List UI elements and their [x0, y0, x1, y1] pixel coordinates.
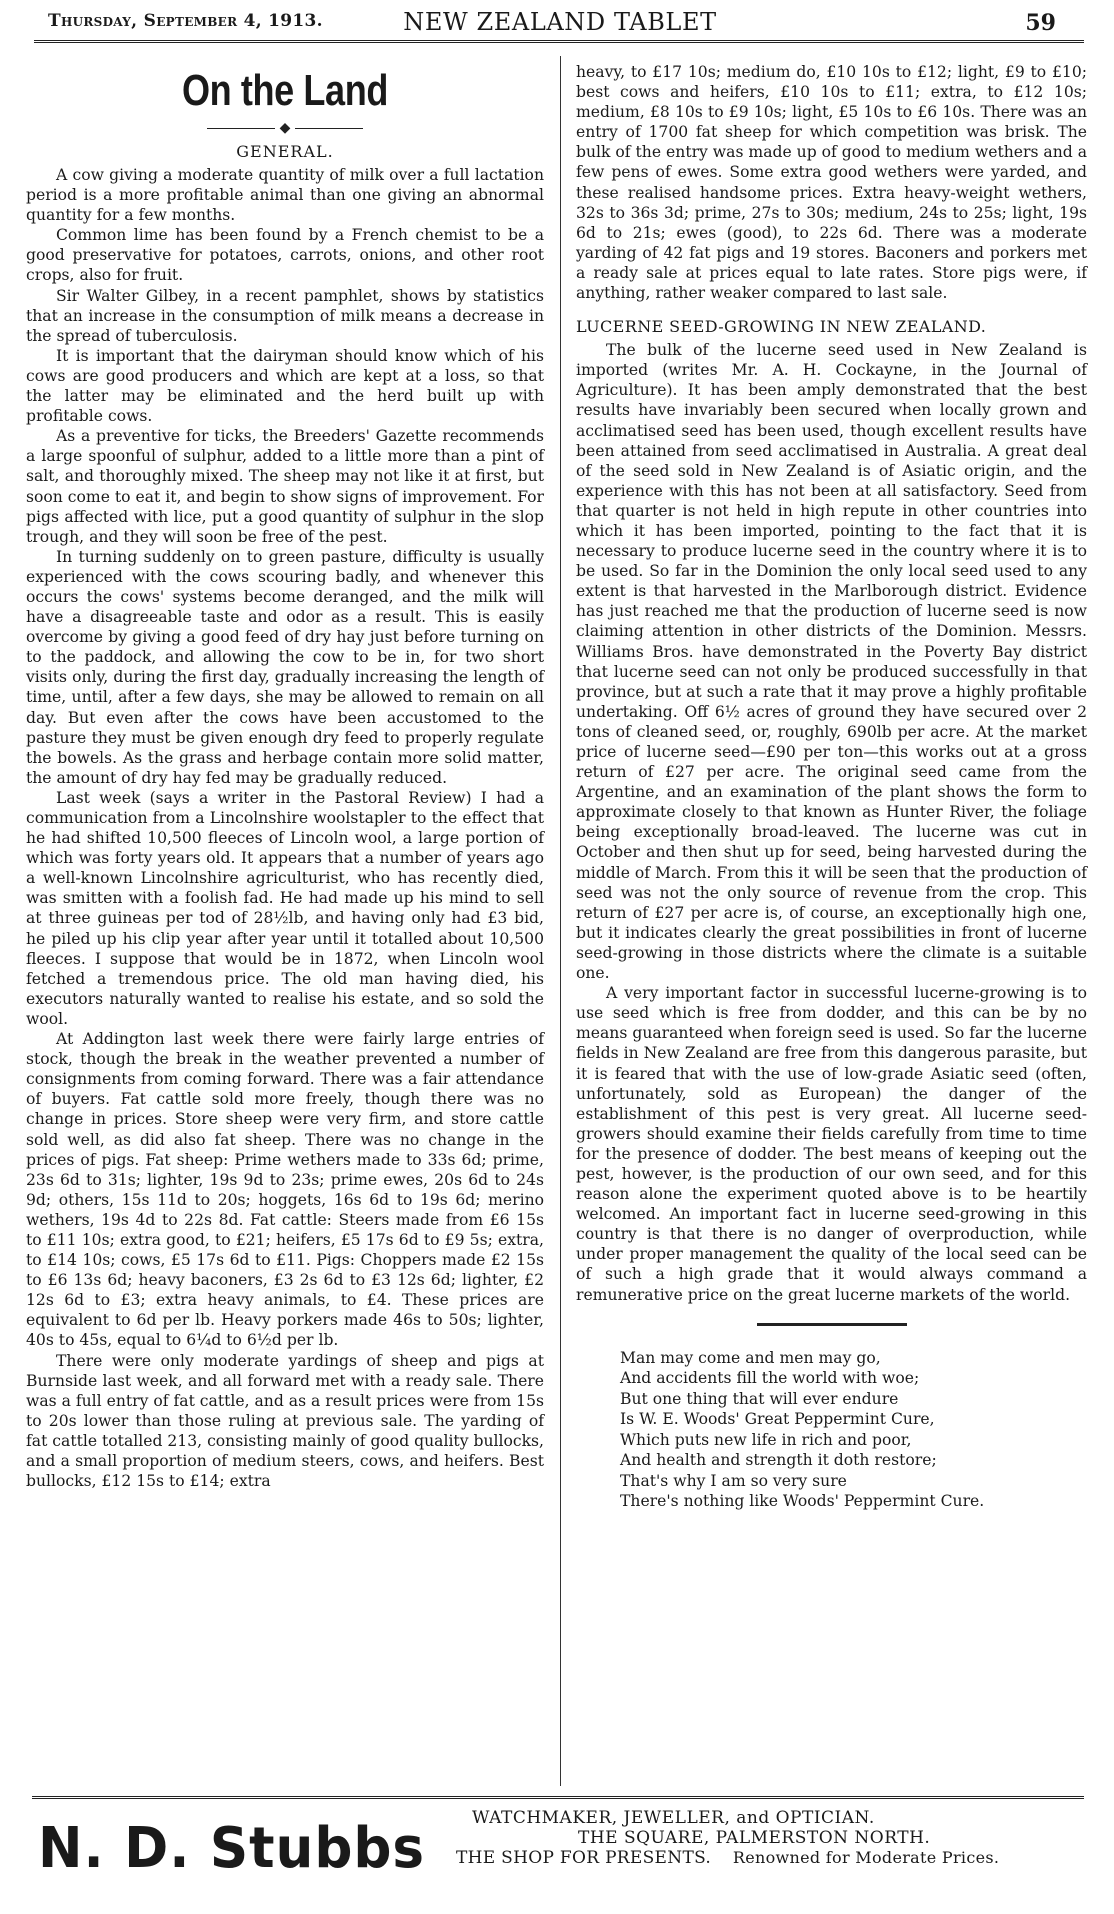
- page-number: 59: [1025, 10, 1056, 36]
- poem-line: But one thing that will ever endure: [620, 1389, 899, 1408]
- article-paragraph: Common lime has been found by a French chemist to be a good preservative for potatoes, carrots, onions, and other root crops, also for fruit.: [26, 226, 544, 285]
- lucerne-paragraph: The bulk of the lucerne seed used in New Zealand is imported (writes Mr. A. H. Cockayne, in the Journal of Agriculture). It has been amply demonstrated that the best results have invariably been secured when locally grown and acclimatised seed has been used, though excellent results have been attained from seed acclimatised in Australia. A great deal of the seed sold in New Zealand is of Asiatic origin, and the experience with this has not been at all satisfactory. Seed from that quarter is not held in high repute in other countries into which it has been imported, pointing to the fact that it is necessary to produce lucerne seed in the country where it is to be used. So far in the Dominion the only local seed used to any extent is that harvested in the Marlborough district. Evidence has just reached me that the production of lucerne seed is now claiming attention in other districts of the Dominion. Messrs. Williams Bros. have demonstrated in the Poverty Bay district that lucerne seed can not only be produced successfully in that province, but at such a rate that it may prove a highly profitable undertaking. Off 6½ acres of ground they have secured over 2 tons of cleaned seed, or, roughly, 690lb per acre. At the market price of lucerne seed—£90 per ton—this works out at a gross return of £27 per acre. The original seed came from the Argentine, and an examination of the plant shows the form to approximate closely to that known as Hunter River, the foliage being exceptionally broad-leaved. The lucerne was cut in October and then shut up for seed, being harvested during the middle of March. From this it will be seen that the production of seed was not the only source of revenue from the crop. This return of £27 per acre is, of course, an exceptionally high one, but it indicates clearly the great possibilities in front of lucerne seed-growing in those districts where the climate is a suitable one.: [576, 341, 1087, 983]
- section-rule: [757, 1323, 907, 1326]
- article-title: On the Land: [182, 66, 388, 115]
- poem-line: And accidents fill the world with woe;: [620, 1369, 920, 1388]
- issue-date: Thursday, September 4, 1913.: [48, 11, 323, 31]
- advert-slogan: Renowned for Moderate Prices.: [732, 1848, 1000, 1867]
- article-paragraph: At Addington last week there were fairly large entries of stock, though the break in the weather prevented a number of consignments from coming forward. There was a fair attendance of buyers. Fat cattle sold more freely, though there was no change in prices. Store sheep were very firm, and store cattle sold well, as did also fat sheep. There was no change in the prices of pigs. Fat sheep: Prime wethers made to 33s 6d; prime, 23s 6d to 31s; lighter, 19s 9d to 23s; prime ewes, 20s 6d to 24s 9d; others, 15s 11d to 20s; hoggets, 16s 6d to 19s 6d; merino wethers, 19s 4d to 22s 8d. Fat cattle: Steers made from £6 15s to £11 10s; extra good, to £21; heifers, £5 17s 6d to £9 5s; extra, to £14 10s; cows, £5 17s 6d to £11. Pigs: Choppers made £2 15s to £6 13s 6d; heavy baconers, £3 2s 6d to £3 12s 6d; lighter, £2 12s 6d to £3; extra heavy animals, to £4. These prices are equivalent to 6d per lb. Heavy porkers made 46s to 50s; lighter, 40s to 45s, equal to 6¼d to 6½d per lb.: [26, 1030, 544, 1350]
- poem-line: And health and strength it doth restore;: [620, 1451, 937, 1470]
- advert-business-name: N. D. Stubbs: [38, 1816, 426, 1881]
- title-ornament: [26, 120, 544, 136]
- publication-title: NEW ZEALAND TABLET: [403, 8, 717, 36]
- advert-details: [456, 1808, 1082, 1868]
- poem-line: Man may come and men may go,: [620, 1348, 881, 1367]
- peppermint-cure-poem: [620, 1348, 1087, 1512]
- column-divider: [560, 56, 561, 1786]
- page-header: [36, 8, 1084, 40]
- article-paragraph: In turning suddenly on to green pasture, difficulty is usually experienced with the cows scouring badly, and whenever this occurs the cows' systems become deranged, and the milk will have a disagreeable taste and odor as a result. This is easily overcome by giving a good feed of dry hay just before turning on to the paddock, and allowing the cow to be in, for two short visits only, during the first day, gradually increasing the length of time, until, after a few days, she may be allowed to remain on all day. But even after the cows have been accustomed to the pasture they must be given enough dry feed to properly regulate the bowels. As the grass and herbage contain more solid matter, the amount of dry hay fed may be gradually reduced.: [26, 547, 544, 787]
- advert-shop-line: THE SHOP FOR PRESENTS.: [456, 1848, 712, 1868]
- lucerne-paragraph: A very important factor in successful lucerne-growing is to use seed which is free from dodder, and this can be by no means guaranteed when foreign seed is used. So far the lucerne fields in New Zealand are free from this dangerous parasite, but it is feared that with the use of low-grade Asiatic seed (often, unfortunately, sold as European) the danger of the establishment of this pest is very great. All lucerne seed-growers should examine their fields carefully from time to time for the presence of dodder. The best means of keeping out the pest, however, is the production of our own seed, and for this reason alone the experiment quoted above is to be heartily welcomed. An important fact in lucerne seed-growing in this country is that there is no danger of overproduction, while under proper management the quality of the local seed can be of such a high grade that it would always command a remunerative price on the great lucerne markets of the world.: [576, 984, 1087, 1304]
- article-paragraph: As a preventive for ticks, the Breeders' Gazette recommends a large spoonful of sulphur, added to a little more than a pint of salt, and thoroughly mixed. The sheep may not like it at first, but soon come to eat it, and begin to show signs of improvement. For pigs affected with lice, put a good quantity of sulphur in the slop trough, and they will soon be free of the pest.: [26, 427, 544, 546]
- article-paragraph: Sir Walter Gilbey, in a recent pamphlet, shows by statistics that an increase in the consumption of milk means a decrease in the spread of tuberculosis.: [26, 286, 544, 345]
- left-column: [26, 60, 544, 1491]
- article-continuation: heavy, to £17 10s; medium do, £10 10s to £12; light, £9 to £10; best cows and heifers, £10 10s to £11; extra, to £12 10s; medium, £8 10s to £9 10s; light, £5 10s to £6 10s. There was an entry of 1700 fat sheep for which competition was brisk. The bulk of the entry was made up of good to medium wethers and a few pens of ewes. Some extra good wethers were yarded, and these realised handsome prices. Extra heavy-weight wethers, 32s to 36s 3d; prime, 27s to 30s; medium, 24s to 25s; light, 19s 6d to 21s; ewes (good), to 22s 6d. There was a moderate yarding of 42 fat pigs and 19 stores. Baconers and porkers met a ready sale at prices equal to late rates. Store pigs were, if anything, rather weaker compared to last sale.: [576, 63, 1087, 303]
- poem-line: Is W. E. Woods' Great Peppermint Cure,: [620, 1410, 935, 1429]
- advert-address: THE SQUARE, PALMERSTON NORTH.: [578, 1828, 931, 1848]
- poem-line: That's why I am so very sure: [620, 1471, 847, 1490]
- article-paragraph: It is important that the dairyman should know which of his cows are good producers and which are kept at a loss, so that the latter may be eliminated and the herd built up with profitable cows.: [26, 346, 544, 426]
- diamond-ornament-icon: ◆: [275, 120, 295, 136]
- right-column: [576, 62, 1087, 1512]
- section-heading: GENERAL.: [236, 142, 334, 161]
- poem-line: There's nothing like Woods' Peppermint Cure.: [620, 1492, 985, 1511]
- advert-trades: WATCHMAKER, JEWELLER, and OPTICIAN.: [472, 1808, 875, 1828]
- article-paragraph: There were only moderate yardings of sheep and pigs at Burnside last week, and all forward met with a ready sale. There was a full entry of fat cattle, and as a result prices were from 15s to 20s lower than those ruling at previous sale. The yarding of fat cattle totalled 213, consisting mainly of good quality bullocks, and a small proportion of medium steers, cows, and heifers. Best bullocks, £12 15s to £14; extra: [26, 1351, 544, 1491]
- poem-line: Which puts new life in rich and poor,: [620, 1430, 912, 1449]
- advert-rule: [32, 1796, 1084, 1799]
- lucerne-heading: LUCERNE SEED-GROWING IN NEW ZEALAND.: [576, 317, 987, 337]
- advert-tagline: [456, 1848, 1082, 1868]
- header-rule: [34, 40, 1084, 43]
- stubbs-advertisement: [32, 1806, 1084, 1906]
- article-paragraph: Last week (says a writer in the Pastoral Review) I had a communication from a Lincolnshire woolstapler to the effect that he had shifted 10,500 fleeces of Lincoln wool, a large portion of which was forty years old. It appears that a number of years ago a well-known Lincolnshire agriculturist, who has recently died, was smitten with a foolish fad. He had made up his mind to sell at three guineas per tod of 28½lb, and having only had £3 bid, he piled up his clip year after year until it totalled about 10,500 fleeces. I suppose that would be in 1872, when Lincoln wool fetched a tremendous price. The old man having died, his executors naturally wanted to realise his estate, and so sold the wool.: [26, 788, 544, 1028]
- article-paragraph: A cow giving a moderate quantity of milk over a full lactation period is a more profitable animal than one giving an abnormal quantity for a few months.: [26, 166, 544, 225]
